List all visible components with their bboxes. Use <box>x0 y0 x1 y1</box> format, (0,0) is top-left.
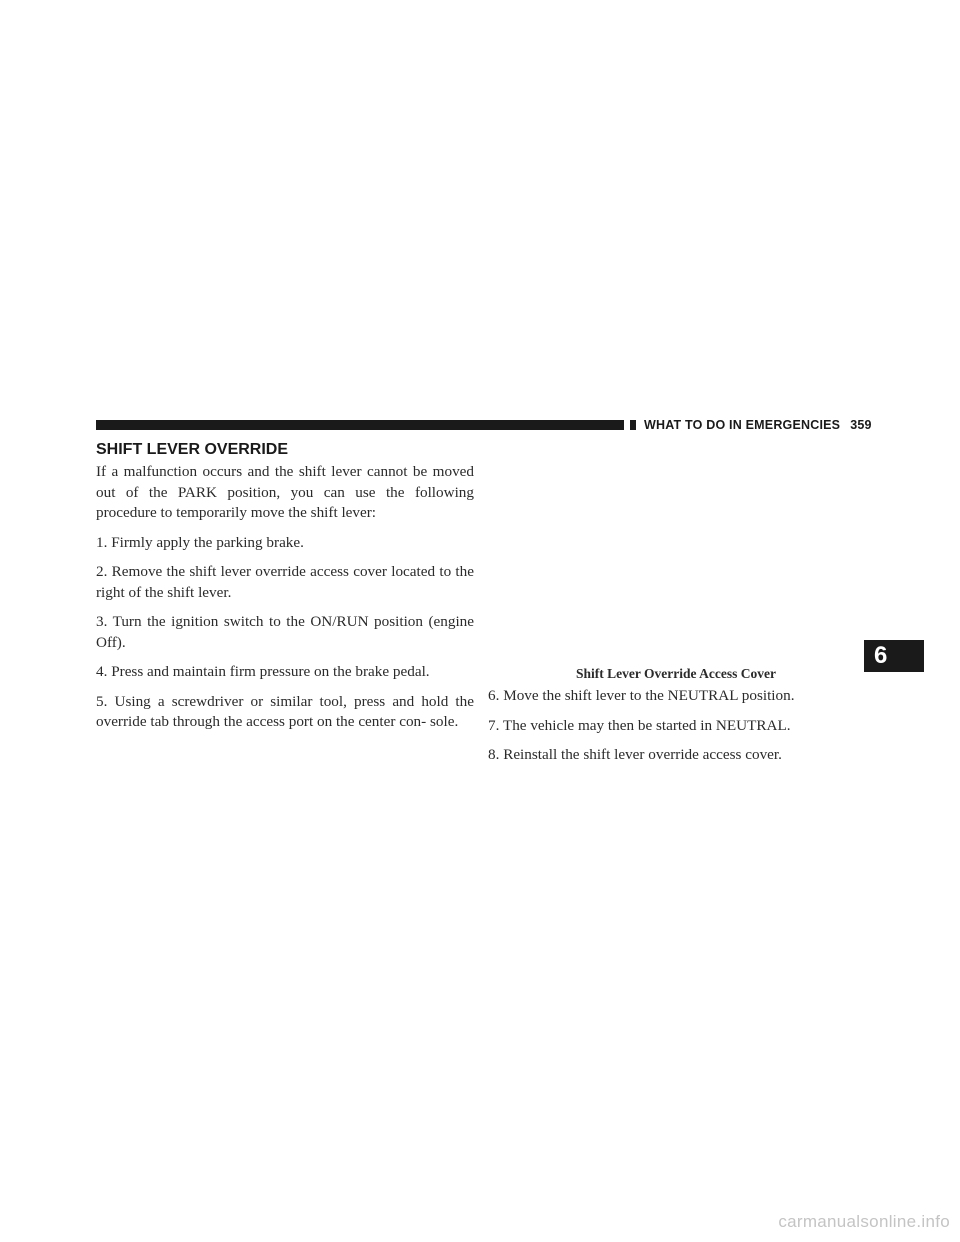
step-4: 4. Press and maintain firm pressure on the brake pedal. <box>96 663 430 680</box>
step-7: 7. The vehicle may then be started in NEUTRAL. <box>488 716 791 734</box>
watermark-text: carmanualsonline.info <box>778 1212 950 1231</box>
chapter-tab: 6 <box>864 640 924 672</box>
page-number: 359 <box>850 418 872 432</box>
header-rule-marker <box>630 420 636 430</box>
step-1: 1. Firmly apply the parking brake. <box>96 533 304 551</box>
right-column <box>488 686 864 775</box>
section-title: SHIFT LEVER OVERRIDE <box>96 441 289 458</box>
step-3: 3. Turn the ignition switch to the ON/RUN position (engine Off). <box>96 613 474 651</box>
step-6: 6. Move the shift lever to the NEUTRAL position. <box>488 687 795 704</box>
figure-image-area <box>488 462 864 662</box>
step-8: 8. Reinstall the shift lever override access cover. <box>488 746 782 763</box>
figure-caption: Shift Lever Override Access Cover <box>576 666 776 681</box>
step-5: 5. Using a screwdriver or similar tool, press and hold the override tab through the access port on the center con- sole. <box>96 692 474 730</box>
header-rule <box>96 420 624 430</box>
step-2: 2. Remove the shift lever override access cover located to the right of the shift lever. <box>96 563 474 601</box>
running-head-title: WHAT TO DO IN EMERGENCIES <box>644 418 841 432</box>
running-head <box>644 418 872 432</box>
intro-paragraph: If a malfunction occurs and the shift lever cannot be moved out of the PARK position, you can use the following procedure to temporarily move the shift lever: <box>96 463 474 521</box>
left-column <box>96 462 474 742</box>
